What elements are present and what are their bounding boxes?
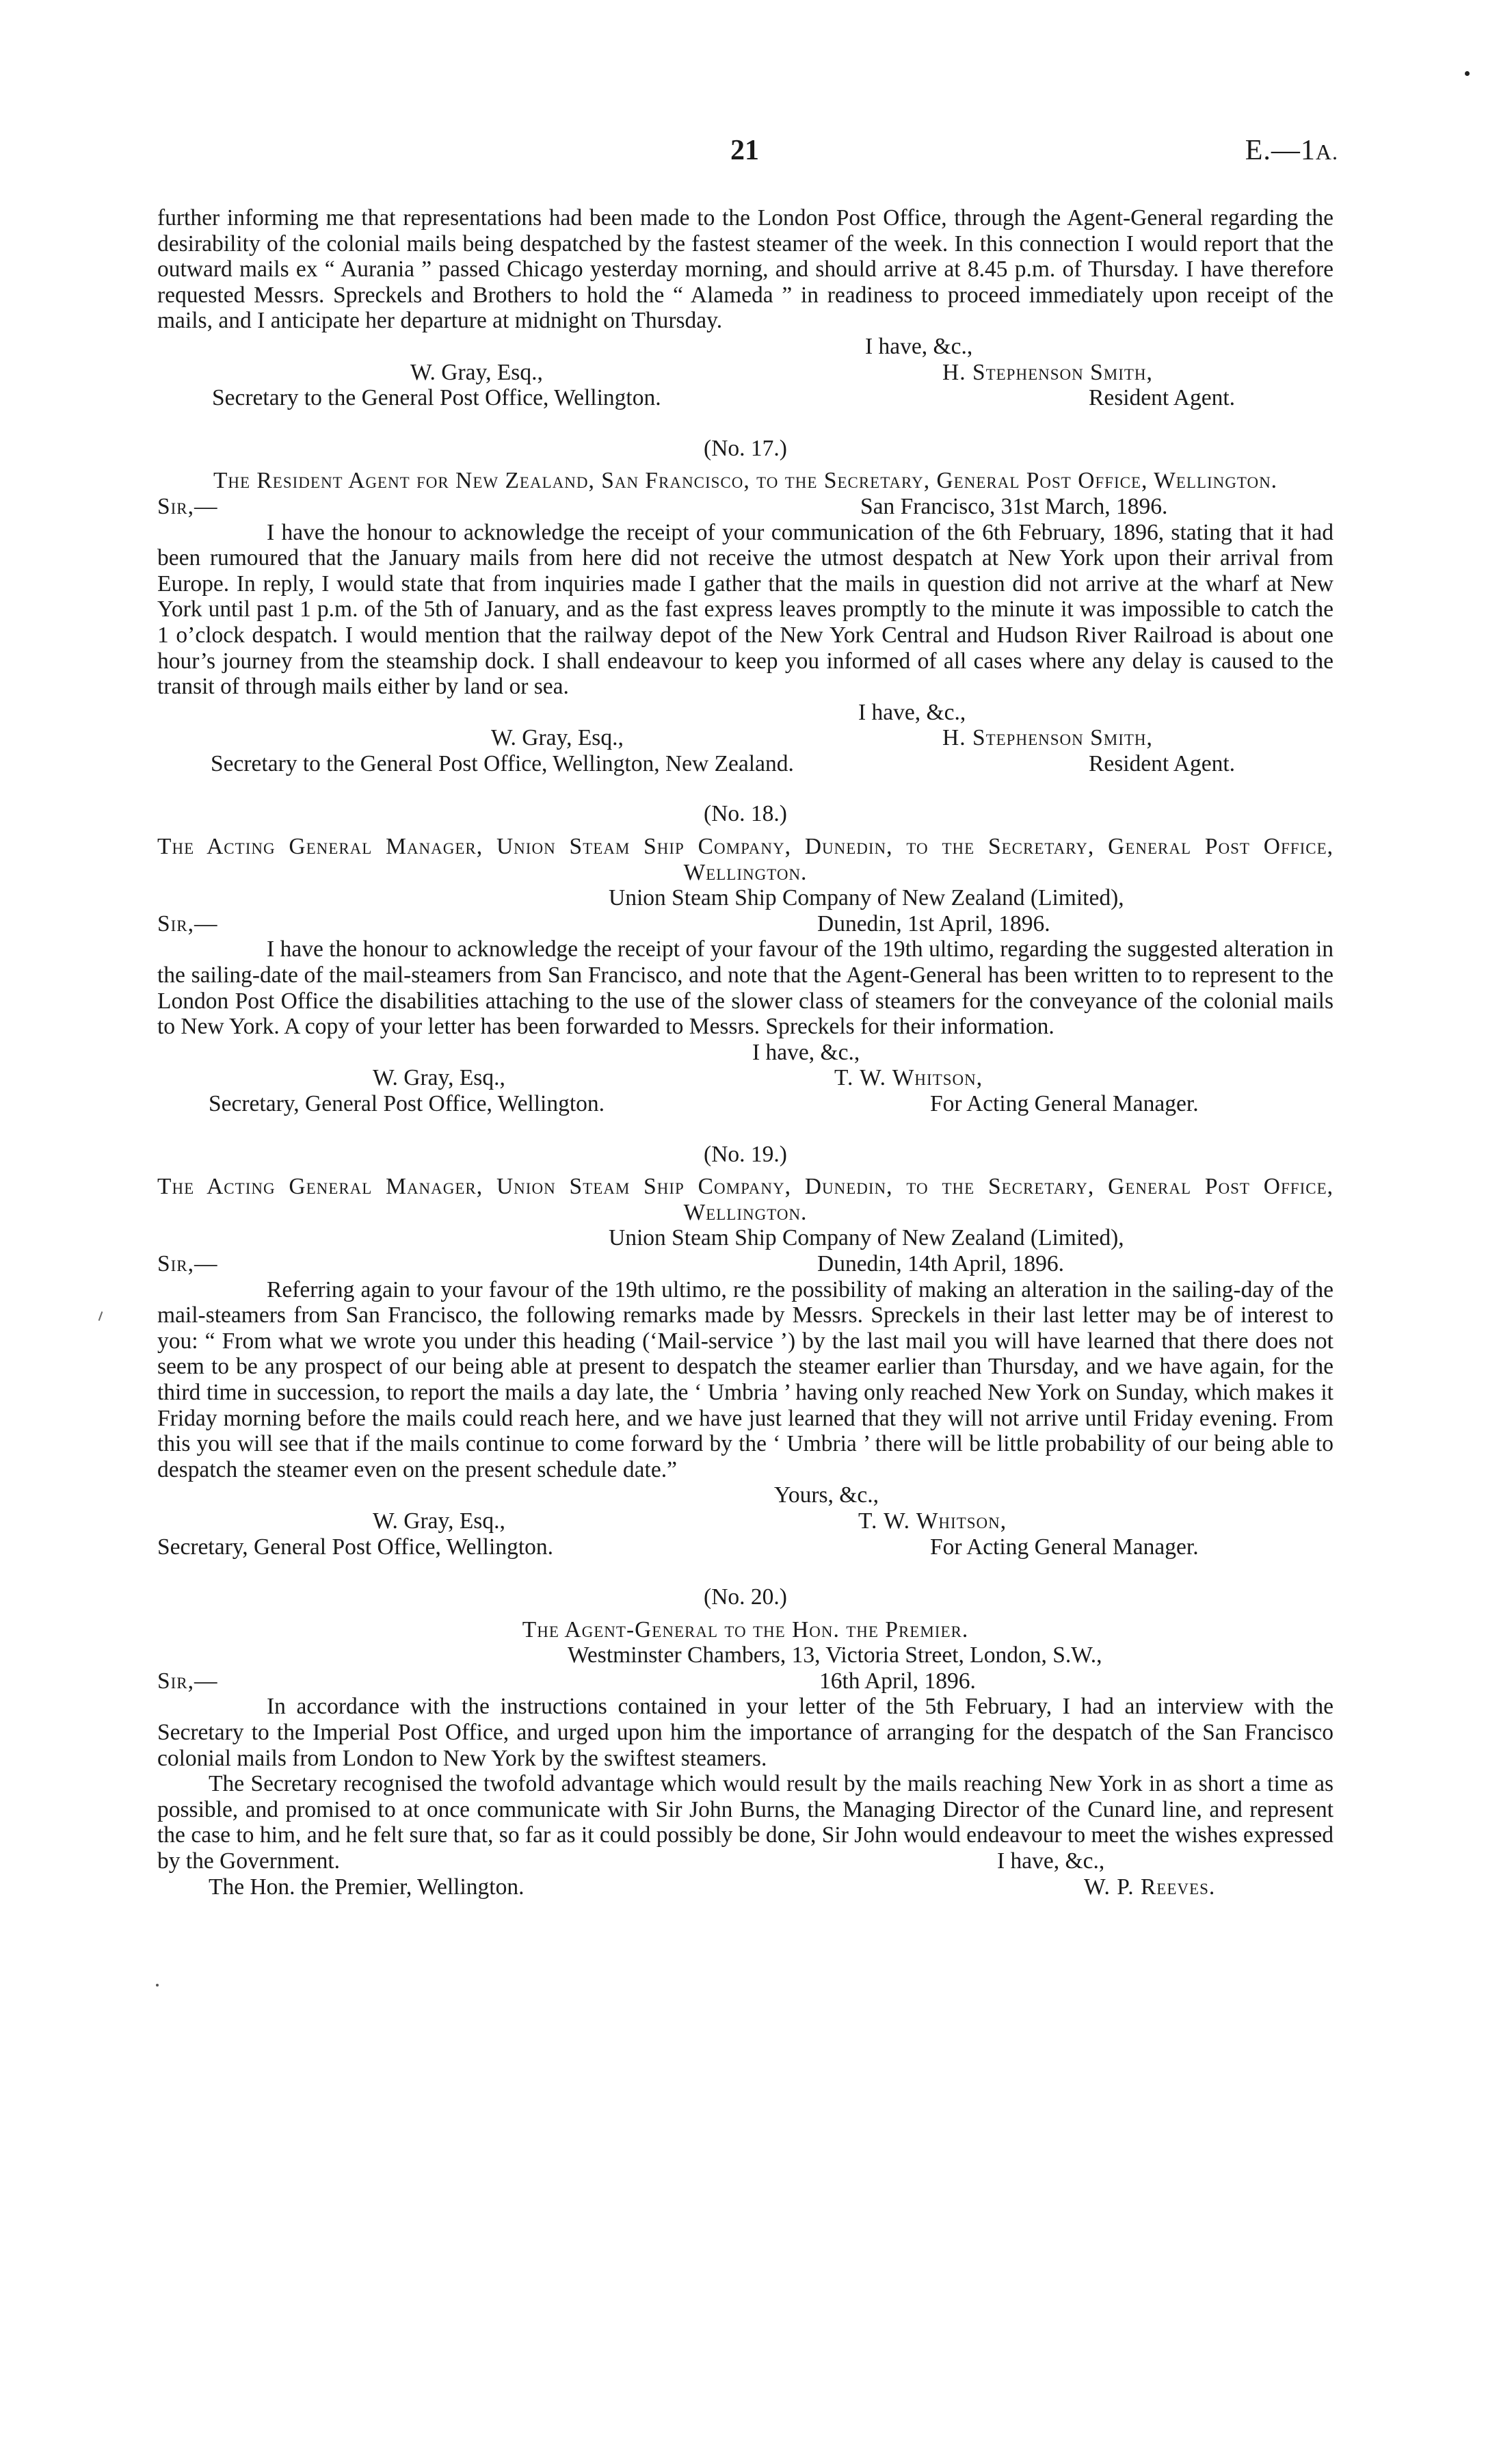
signature-title: Resident Agent.	[1089, 750, 1236, 776]
letter-number: (No. 17.)	[704, 435, 787, 461]
page-header	[0, 134, 1486, 175]
signature-name: T. W. Whitson,	[858, 1508, 1007, 1534]
letter-paragraph: I have the honour to acknowledge the receipt of your favour of the 19th ultimo, regarding the suggested alteration in the sailing-date of the mail-steamers from San Francisco, and note that the Agent-General has been written to to represent to the London Post Office the disabilities attaching to the use of the slower class of steamers for the conveyance of the colonial mails to New York. A copy of your letter has been forwarded to Messrs. Spreckels for their information.	[157, 936, 1334, 1040]
addressee-name: W. Gray, Esq.,	[373, 1508, 505, 1534]
speck-mark	[98, 1311, 103, 1321]
addressee-title: Secretary, General Post Office, Wellington.	[157, 1534, 554, 1560]
closing: I have, &c.,	[752, 1039, 860, 1065]
signature-title: Resident Agent.	[1089, 385, 1236, 411]
signature-title: W. P. Reeves.	[1084, 1874, 1216, 1900]
speck-mark	[156, 1984, 159, 1987]
speck-mark	[1465, 71, 1470, 76]
addressee-title: Secretary to the General Post Office, Wellington.	[212, 385, 661, 411]
letter-heading: The Agent-General to the Hon. the Premier.	[522, 1616, 969, 1642]
closing: I have, &c.,	[858, 699, 966, 725]
salutation: Sir,—	[157, 1250, 218, 1276]
letter-number: (No. 20.)	[704, 1584, 787, 1610]
sender-address: Westminster Chambers, 13, Victoria Street, London, S.W.,	[568, 1642, 1102, 1668]
letter-date: 16th April, 1896.	[819, 1668, 976, 1694]
closing: Yours, &c.,	[774, 1482, 879, 1508]
signature-name: T. W. Whitson,	[834, 1065, 983, 1091]
letter-paragraph: The Secretary recognised the twofold advantage which would result by the mails reaching New York in as short a time as possible, and promised to at once communicate with Sir John Burns, the Managing Director of the Cunard line, and represent the case to him, and he felt sure that, so far as it could possibly be done, Sir John would endeavour to meet the wishes expressed by the Government.	[157, 1771, 1334, 1874]
addressee-title: Secretary to the General Post Office, Wellington, New Zealand.	[211, 750, 794, 776]
addressee-title: Secretary, General Post Office, Wellington.	[209, 1091, 605, 1116]
intro-paragraph: further informing me that representations had been made to the London Post Office, through the Agent-General regarding the desirability of the colonial mails being despatched by the fastest steamer of the week. In this connection I would report that the outward mails ex “ Aurania ” passed Chicago yesterday morning, and should arrive at 8.45 p.m. of Thursday. I have therefore requested Messrs. Spreckels and Brothers to hold the “ Alameda ” in readiness to proceed immediately upon receipt of the mails, and I anticipate her departure at midnight on Thursday.	[157, 205, 1334, 334]
signature-name: H. Stephenson Smith,	[942, 725, 1153, 751]
document-body	[157, 205, 1334, 1900]
addressee-title: The Hon. the Premier, Wellington.	[209, 1874, 525, 1900]
salutation: Sir,—	[157, 493, 218, 519]
closing: I have, &c.,	[997, 1848, 1105, 1874]
letter-paragraph: Referring again to your favour of the 19th ultimo, re the possibility of making an alteration in the sailing-day of the mail-steamers from San Francisco, the following remarks made by Messrs. Spreckels in their last letter may be of interest to you: “ From what we wrote you under this heading (‘Mail-service ’) by the last mail you will have learned that there does not seem to be any prospect of our being able at present to despatch the steamer earlier than Thursday, and we have again, for the third time in succession, to report the mails a day late, the ‘ Umbria ’ having only reached New York on Sunday, which makes it Friday morning before the mails could reach here, and we have just learned that they will not arrive until Friday evening. From this you will see that if the mails continue to come forward by the ‘ Umbria ’ there will be little probability of our being able to despatch the steamer even on the present schedule date.”	[157, 1276, 1334, 1482]
letter-paragraph: In accordance with the instructions contained in your letter of the 5th February, I had an interview with the Secretary to the Imperial Post Office, and urged upon him the importance of arranging for the despatch of the San Francisco colonial mails from London to New York by the swiftest steamers.	[157, 1694, 1334, 1771]
sender-address: Union Steam Ship Company of New Zealand (Limited),	[609, 1225, 1124, 1251]
letter-paragraph: I have the honour to acknowledge the receipt of your communication of the 6th February, 1896, stating that it had been rumoured that the January mails from here did not receive the utmost despatch at New York upon their arrival from Europe. In reply, I would state that from inquiries made I gather that the mails in question did not arrive at the wharf at New York until past 1 p.m. of the 5th of January, and as the fast express leaves promptly to the minute it was impossible to catch the 1 o’clock despatch. I would mention that the railway depot of the New York Central and Hudson River Railroad is about one hour’s journey from the steamship dock. I shall endeavour to keep you informed of all cases where any delay is caused to the transit of through mails either by land or sea.	[157, 519, 1334, 700]
signature-title: For Acting General Manager.	[930, 1534, 1199, 1560]
signature-name: H. Stephenson Smith,	[942, 359, 1153, 385]
letter-heading: The Resident Agent for New Zealand, San Francisco, to the Secretary, General Post Office, Wellington.	[213, 468, 1278, 494]
letter-date: Dunedin, 1st April, 1896.	[817, 910, 1050, 936]
closing: I have, &c.,	[865, 333, 973, 359]
letter-date: San Francisco, 31st March, 1896.	[860, 493, 1168, 519]
addressee-name: W. Gray, Esq.,	[373, 1065, 505, 1091]
document-reference: E.—1A.	[1245, 135, 1338, 166]
addressee-name: W. Gray, Esq.,	[491, 725, 624, 751]
addressee-name: W. Gray, Esq.,	[410, 359, 543, 385]
page-number: 21	[730, 135, 759, 166]
letter-number: (No. 19.)	[704, 1141, 787, 1167]
salutation: Sir,—	[157, 910, 218, 936]
letter-heading: The Acting General Manager, Union Steam Ship Company, Dunedin, to the Secretary, General Post Office, Wellington.	[157, 1174, 1334, 1225]
salutation: Sir,—	[157, 1668, 218, 1694]
letter-number: (No. 18.)	[704, 801, 787, 827]
signature-title: For Acting General Manager.	[930, 1091, 1199, 1116]
letter-date: Dunedin, 14th April, 1896.	[817, 1250, 1065, 1276]
letter-heading: The Acting General Manager, Union Steam Ship Company, Dunedin, to the Secretary, General Post Office, Wellington.	[157, 834, 1334, 885]
sender-address: Union Steam Ship Company of New Zealand (Limited),	[609, 885, 1124, 911]
